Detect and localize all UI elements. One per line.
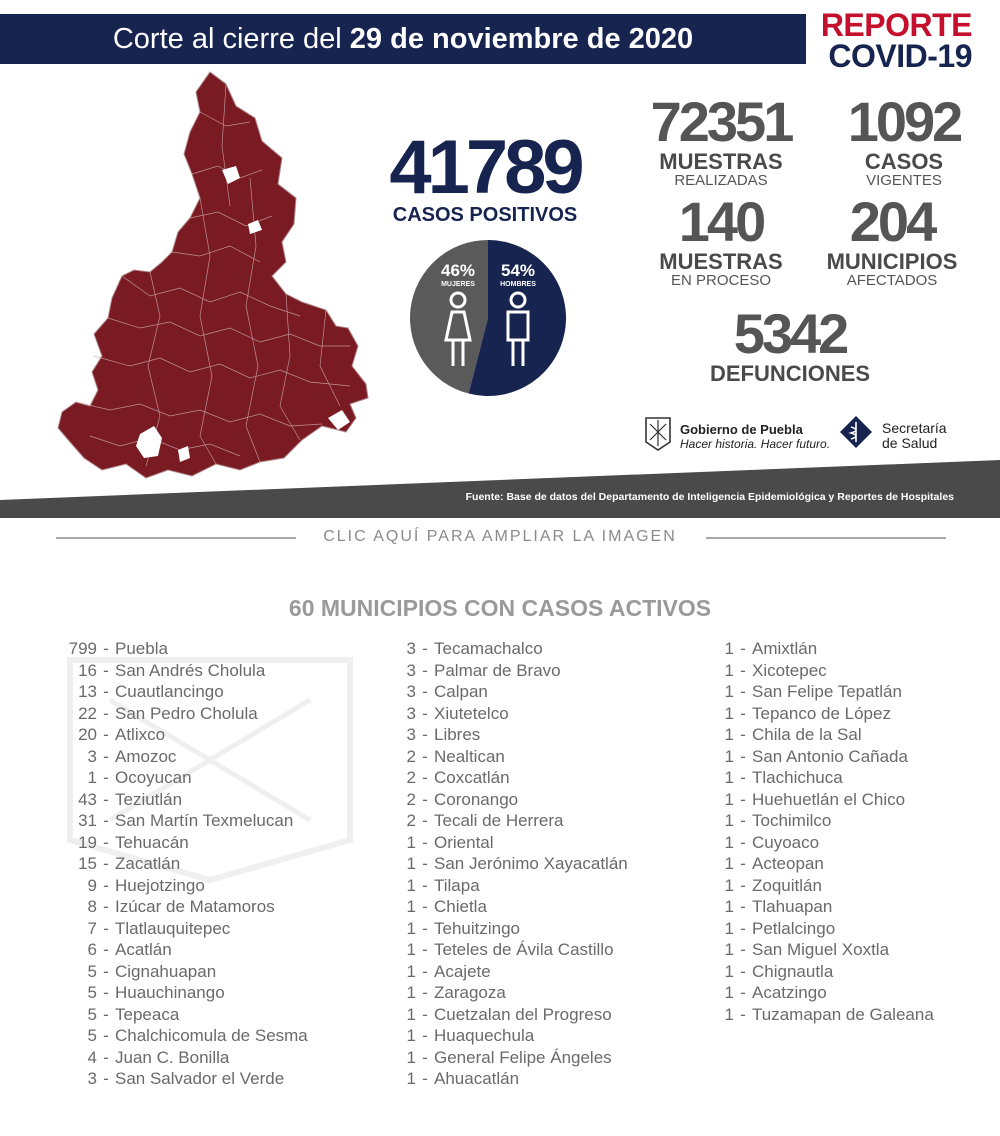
enlarge-image-link[interactable]	[0, 528, 1000, 548]
municipio-count: 1	[724, 725, 734, 744]
separator: -	[740, 854, 746, 873]
municipio-count: 1	[406, 832, 416, 852]
municipio-name: Tochimilco	[752, 811, 832, 830]
municipio-count: 1	[406, 1026, 416, 1045]
divider-right	[706, 537, 946, 539]
list-item	[380, 832, 628, 854]
municipio-name: Huehuetlán el Chico	[752, 789, 906, 809]
municipio-name: Amozoc	[115, 746, 177, 766]
municipios-column-1	[55, 638, 308, 1090]
separator: -	[740, 682, 746, 701]
separator: -	[740, 875, 746, 895]
municipio-count: 20	[78, 725, 97, 744]
municipio-count: 1	[724, 682, 734, 701]
municipio-count: 1	[724, 1004, 734, 1024]
municipio-count: 1	[406, 1069, 416, 1088]
women-pct: 46%	[440, 261, 476, 280]
list-item	[700, 724, 934, 746]
separator: -	[103, 768, 109, 787]
municipio-name: Chila de la Sal	[752, 725, 862, 744]
municipio-name: Tuzamapan de Galeana	[752, 1004, 934, 1024]
separator: -	[103, 875, 109, 895]
gender-pie-chart	[410, 240, 566, 396]
separator: -	[103, 639, 109, 658]
list-item	[380, 875, 628, 897]
report-date: 29 de noviembre de 2020	[349, 22, 694, 55]
municipio-count: 1	[724, 983, 734, 1002]
separator: -	[103, 1004, 109, 1024]
municipio-count: 2	[406, 789, 416, 809]
municipio-name: San Martín Texmelucan	[115, 811, 294, 830]
municipio-name: Teziutlán	[115, 789, 183, 809]
list-item	[55, 703, 308, 725]
municipio-count: 2	[406, 746, 416, 766]
salud-caduceus-icon	[838, 414, 874, 450]
municipio-count: 1	[406, 940, 416, 959]
list-item	[700, 681, 934, 703]
list-item	[55, 724, 308, 746]
municipio-count: 2	[406, 811, 416, 830]
separator: -	[740, 811, 746, 830]
separator: -	[740, 768, 746, 787]
municipio-name: Tehuitzingo	[434, 918, 521, 938]
gobierno-name: Gobierno de Puebla	[680, 422, 803, 437]
municipio-name: Tilapa	[434, 875, 480, 895]
positive-cases	[370, 125, 600, 227]
separator: -	[422, 639, 428, 658]
municipio-count: 1	[724, 789, 734, 809]
municipio-count: 31	[78, 811, 97, 830]
list-item	[55, 810, 308, 832]
separator: -	[740, 725, 746, 744]
header-prefix: Corte al cierre del	[112, 22, 350, 55]
stat-muestras-proceso	[636, 190, 806, 290]
list-item	[380, 939, 628, 961]
municipio-count: 5	[87, 961, 97, 981]
municipio-name: Xiutetelco	[434, 703, 509, 723]
municipio-count: 1	[87, 768, 97, 787]
separator: -	[740, 961, 746, 981]
list-item	[380, 660, 628, 682]
men-label: HOMBRES	[500, 281, 536, 288]
municipio-name: Tecali de Herrera	[434, 811, 564, 830]
stat-label: MUESTRAS	[659, 249, 783, 274]
list-item	[380, 810, 628, 832]
municipio-name: Ocoyucan	[115, 768, 192, 787]
municipio-name: Petlalcingo	[752, 918, 836, 938]
separator: -	[422, 918, 428, 938]
list-item	[700, 961, 934, 983]
list-item	[700, 832, 934, 854]
municipio-count: 2	[406, 768, 416, 787]
municipio-count: 1	[724, 875, 734, 895]
municipio-name: Puebla	[115, 639, 168, 658]
list-item	[700, 896, 934, 918]
municipio-name: Huaquechula	[434, 1026, 535, 1045]
municipio-count: 1	[724, 639, 734, 658]
municipio-name: Cuyoaco	[752, 832, 820, 852]
municipio-name: Cuautlancingo	[115, 682, 224, 701]
municipio-count: 1	[724, 940, 734, 959]
brand-line-2: COVID-19	[828, 38, 972, 75]
list-item	[700, 767, 934, 789]
municipio-name: Tepeaca	[115, 1004, 180, 1024]
municipio-name: San Andrés Cholula	[115, 660, 266, 680]
municipio-count: 13	[78, 682, 97, 701]
separator: -	[740, 660, 746, 680]
separator: -	[103, 746, 109, 766]
municipios-column-3	[700, 638, 934, 1025]
separator: -	[422, 897, 428, 916]
separator: -	[103, 703, 109, 723]
list-item	[700, 810, 934, 832]
separator: -	[103, 983, 109, 1002]
separator: -	[103, 832, 109, 852]
list-item	[55, 961, 308, 983]
separator: -	[103, 1069, 109, 1088]
list-item	[700, 853, 934, 875]
municipio-count: 3	[406, 682, 416, 701]
men-pct: 54%	[500, 261, 536, 280]
women-label: MUJERES	[441, 281, 475, 288]
list-item	[55, 767, 308, 789]
municipio-name: Acatzingo	[752, 983, 827, 1002]
brand-title	[820, 7, 972, 75]
list-item	[380, 853, 628, 875]
list-item	[55, 939, 308, 961]
municipio-name: Coronango	[434, 789, 519, 809]
separator: -	[422, 1069, 428, 1088]
separator: -	[740, 832, 746, 852]
stat-label: MUESTRAS	[659, 149, 783, 174]
municipio-name: Chalchicomula de Sesma	[115, 1026, 308, 1045]
stat-sublabel: VIGENTES	[866, 172, 942, 190]
municipio-count: 9	[87, 875, 97, 895]
separator: -	[103, 854, 109, 873]
municipio-count: 15	[78, 854, 97, 873]
separator: -	[422, 768, 428, 787]
municipio-count: 1	[406, 918, 416, 938]
list-item	[700, 703, 934, 725]
list-item	[700, 638, 934, 660]
municipio-count: 1	[724, 660, 734, 680]
list-item	[55, 832, 308, 854]
municipio-count: 3	[87, 1069, 97, 1088]
list-item	[55, 681, 308, 703]
list-item	[700, 918, 934, 940]
list-item	[55, 746, 308, 768]
list-item	[700, 982, 934, 1004]
stat-municipios-afectados	[812, 190, 972, 290]
list-title: 60 MUNICIPIOS CON CASOS ACTIVOS	[288, 595, 712, 621]
footer-band	[0, 460, 1000, 518]
list-item	[700, 939, 934, 961]
municipio-name: Tehuacán	[115, 832, 189, 852]
stat-value: 140	[678, 190, 764, 253]
municipio-count: 1	[724, 897, 734, 916]
header-bar	[0, 14, 806, 64]
list-item	[55, 638, 308, 660]
municipio-name: Libres	[434, 725, 481, 744]
municipio-count: 16	[78, 660, 97, 680]
source-note: Fuente: Base de datos del Departamento de Inteligencia Epidemiológica y Reportes de Hospitales	[465, 491, 954, 503]
municipio-count: 43	[78, 789, 97, 809]
list-item	[55, 1025, 308, 1047]
separator: -	[103, 1047, 109, 1067]
stat-casos-vigentes	[826, 90, 982, 190]
list-item	[700, 660, 934, 682]
municipio-count: 22	[78, 703, 97, 723]
municipio-count: 3	[406, 639, 416, 658]
list-item	[380, 703, 628, 725]
separator: -	[103, 789, 109, 809]
list-item	[380, 746, 628, 768]
stat-label: MUNICIPIOS	[826, 249, 958, 274]
municipio-name: San Miguel Xoxtla	[752, 940, 890, 959]
separator: -	[103, 725, 109, 744]
municipio-name: Tlachichuca	[752, 768, 843, 787]
municipio-name: Tepanco de López	[752, 703, 891, 723]
stat-muestras-realizadas	[636, 90, 806, 190]
separator: -	[740, 789, 746, 809]
municipio-name: Ahuacatlán	[434, 1069, 520, 1088]
separator: -	[740, 639, 746, 658]
list-item	[700, 875, 934, 897]
list-item	[380, 1047, 628, 1069]
brand-line-1: REPORTE	[820, 7, 972, 43]
municipio-name: Izúcar de Matamoros	[115, 897, 275, 916]
list-item	[380, 724, 628, 746]
separator: -	[422, 1047, 428, 1067]
municipio-name: Palmar de Bravo	[434, 660, 561, 680]
salud-line-2: de Salud	[882, 435, 938, 451]
gobierno-puebla-logo	[640, 410, 840, 452]
list-item	[380, 681, 628, 703]
municipio-name: San Pedro Cholula	[115, 703, 258, 723]
municipio-name: Acteopan	[752, 854, 824, 873]
municipio-count: 1	[724, 746, 734, 766]
separator: -	[103, 961, 109, 981]
stat-label: CASOS	[864, 149, 944, 174]
list-item	[55, 1004, 308, 1026]
municipio-name: Nealtican	[434, 746, 505, 766]
municipio-count: 1	[724, 854, 734, 873]
municipio-name: San Jerónimo Xayacatlán	[434, 854, 628, 873]
separator: -	[103, 811, 109, 830]
municipio-name: Calpan	[434, 682, 488, 701]
separator: -	[422, 746, 428, 766]
municipio-count: 1	[724, 703, 734, 723]
separator: -	[422, 789, 428, 809]
municipio-count: 3	[87, 746, 97, 766]
list-item	[55, 896, 308, 918]
list-item	[380, 896, 628, 918]
stat-value: 5342	[733, 302, 847, 365]
separator: -	[422, 703, 428, 723]
municipio-name: Cuetzalan del Progreso	[434, 1004, 612, 1024]
municipio-name: Huejotzingo	[115, 875, 205, 895]
municipio-name: Juan C. Bonilla	[115, 1047, 230, 1067]
municipio-name: Acajete	[434, 961, 491, 981]
list-item	[380, 1004, 628, 1026]
municipio-count: 799	[68, 639, 97, 658]
municipio-name: Oriental	[434, 832, 494, 852]
municipio-name: Chietla	[434, 897, 487, 916]
municipio-count: 6	[87, 940, 97, 959]
list-item	[55, 789, 308, 811]
separator: -	[103, 682, 109, 701]
stat-value: 1092	[847, 90, 961, 153]
municipio-count: 1	[406, 1004, 416, 1024]
municipio-name: General Felipe Ángeles	[434, 1047, 612, 1067]
list-item	[55, 853, 308, 875]
list-item	[380, 1068, 628, 1090]
municipio-count: 7	[87, 918, 97, 938]
separator: -	[422, 1004, 428, 1024]
stat-value: 204	[849, 190, 935, 253]
municipio-name: Chignautla	[752, 961, 834, 981]
separator: -	[422, 854, 428, 873]
municipio-name: Zaragoza	[434, 983, 506, 1002]
list-item	[700, 789, 934, 811]
separator: -	[740, 897, 746, 916]
list-item	[55, 875, 308, 897]
list-item	[380, 767, 628, 789]
municipio-count: 5	[87, 983, 97, 1002]
map-puebla-icon[interactable]	[50, 66, 380, 486]
municipio-name: Zacatlán	[115, 854, 181, 873]
municipio-name: San Felipe Tepatlán	[752, 682, 902, 701]
separator: -	[740, 1004, 746, 1024]
municipio-name: San Antonio Cañada	[752, 746, 908, 766]
list-item	[55, 1047, 308, 1069]
gobierno-puebla-logo-icon	[640, 412, 676, 452]
separator: -	[740, 940, 746, 959]
municipio-name: Tecamachalco	[434, 639, 543, 658]
municipio-count: 3	[406, 703, 416, 723]
list-item	[380, 1025, 628, 1047]
municipio-count: 1	[724, 768, 734, 787]
stat-value: 72351	[650, 90, 792, 153]
separator: -	[422, 832, 428, 852]
separator: -	[103, 918, 109, 938]
separator: -	[103, 1026, 109, 1045]
municipio-count: 3	[406, 725, 416, 744]
positive-cases-label: CASOS POSITIVOS	[392, 204, 578, 226]
list-item	[380, 961, 628, 983]
separator: -	[422, 875, 428, 895]
separator: -	[103, 940, 109, 959]
separator: -	[422, 811, 428, 830]
separator: -	[740, 918, 746, 938]
municipio-count: 1	[406, 961, 416, 981]
stat-defunciones	[700, 302, 880, 386]
list-item	[380, 789, 628, 811]
list-item	[380, 638, 628, 660]
municipio-count: 3	[406, 660, 416, 680]
separator: -	[422, 940, 428, 959]
separator: -	[422, 961, 428, 981]
separator: -	[422, 725, 428, 744]
separator: -	[422, 682, 428, 701]
municipio-count: 5	[87, 1026, 97, 1045]
list-item	[55, 982, 308, 1004]
municipio-name: Tlatlauquitepec	[115, 918, 231, 938]
municipio-name: San Salvador el Verde	[115, 1069, 285, 1088]
separator: -	[740, 746, 746, 766]
stat-sublabel: EN PROCESO	[670, 272, 772, 290]
gobierno-slogan: Hacer historia. Hacer futuro.	[680, 437, 831, 451]
municipio-count: 1	[406, 854, 416, 873]
separator: -	[422, 660, 428, 680]
list-item	[380, 982, 628, 1004]
municipio-name: Acatlán	[115, 940, 172, 959]
positive-cases-value: 41789	[389, 125, 581, 210]
municipio-count: 1	[724, 832, 734, 852]
municipio-count: 1	[724, 961, 734, 981]
municipio-count: 1	[406, 875, 416, 895]
separator: -	[422, 983, 428, 1002]
separator: -	[740, 703, 746, 723]
municipios-column-2	[380, 638, 628, 1090]
municipio-name: Zoquitlán	[752, 875, 822, 895]
municipio-count: 1	[724, 918, 734, 938]
municipio-count: 1	[406, 897, 416, 916]
stat-label: DEFUNCIONES	[709, 361, 871, 386]
stat-sublabel: REALIZADAS	[674, 172, 768, 190]
list-item	[700, 746, 934, 768]
municipio-count: 19	[78, 832, 97, 852]
enlarge-image-label[interactable]: CLIC AQUÍ PARA AMPLIAR LA IMAGEN	[323, 528, 677, 545]
salud-line-1: Secretaría	[882, 420, 947, 436]
municipio-count: 1	[406, 1047, 416, 1067]
list-item	[380, 918, 628, 940]
municipio-name: Tlahuapan	[752, 897, 833, 916]
municipio-name: Coxcatlán	[434, 768, 510, 787]
secretaria-salud-logo	[838, 410, 978, 454]
municipio-name: Atlixco	[115, 725, 166, 744]
list-item	[700, 1004, 934, 1026]
list-item	[55, 1068, 308, 1090]
municipio-name: Cignahuapan	[115, 961, 217, 981]
separator: -	[422, 1026, 428, 1045]
municipio-name: Amixtlán	[752, 639, 818, 658]
municipio-name: Teteles de Ávila Castillo	[434, 940, 614, 959]
list-item	[55, 660, 308, 682]
municipio-count: 4	[87, 1047, 97, 1067]
municipio-name: Xicotepec	[752, 660, 827, 680]
stat-sublabel: AFECTADOS	[846, 272, 938, 290]
municipio-count: 1	[406, 983, 416, 1002]
municipio-count: 5	[87, 1004, 97, 1024]
municipio-name: Huauchinango	[115, 983, 225, 1002]
municipio-count: 8	[87, 897, 97, 916]
municipio-count: 1	[724, 811, 734, 830]
separator: -	[103, 660, 109, 680]
list-item	[55, 918, 308, 940]
separator: -	[103, 897, 109, 916]
separator: -	[740, 983, 746, 1002]
